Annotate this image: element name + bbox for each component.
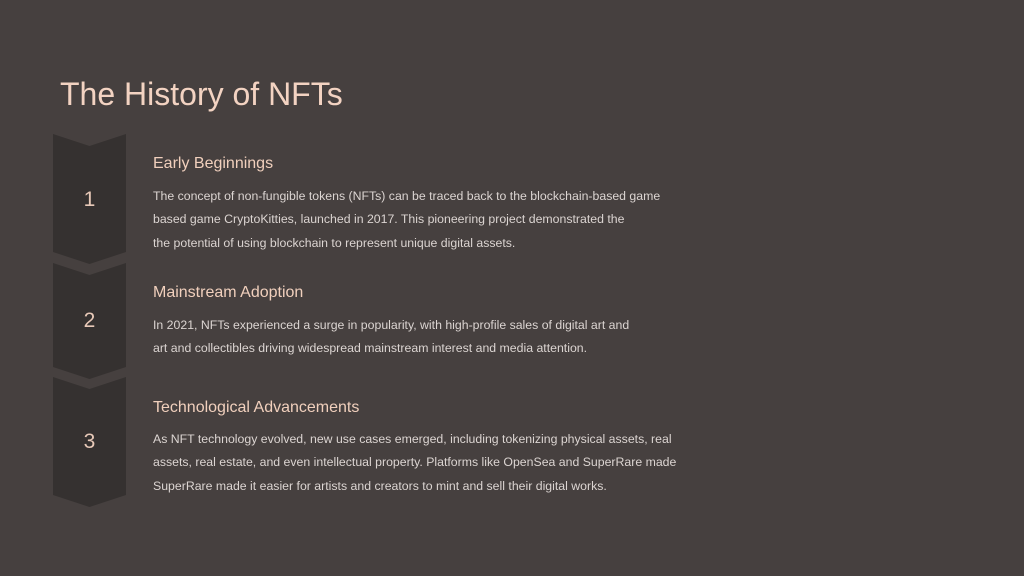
step-3-line-1: As NFT technology evolved, new use cases emerged, including tokenizing physical assets, real xyxy=(153,432,672,446)
step-1-number: 1 xyxy=(83,188,96,211)
step-3-number: 3 xyxy=(83,430,96,453)
step-2-line-1: In 2021, NFTs experienced a surge in popularity, with high-profile sales of digital art and xyxy=(153,318,630,332)
step-3-heading: Technological Advancements xyxy=(153,399,360,416)
step-2-line-2: art and collectibles driving widespread mainstream interest and media attention. xyxy=(153,341,588,356)
step-3-line-3: SuperRare made it easier for artists and creators to mint and sell their digital works. xyxy=(153,478,607,493)
step-1-line-3: the potential of using blockchain to represent unique digital assets. xyxy=(153,235,516,250)
slide-title: The History of NFTs xyxy=(60,76,343,112)
step-3-description xyxy=(153,428,723,498)
step-2-number: 2 xyxy=(83,309,96,332)
step-1-heading: Early Beginnings xyxy=(153,155,274,172)
step-2-heading: Mainstream Adoption xyxy=(153,284,304,301)
step-3-line-2: assets, real estate, and even intellectual property. Platforms like OpenSea and SuperRare made xyxy=(153,455,677,470)
step-1-line-2: based game CryptoKitties, launched in 2017. This pioneering project demonstrated the xyxy=(153,212,625,227)
step-2-description xyxy=(153,314,723,361)
step-1-line-1: The concept of non-fungible tokens (NFTs) can be traced back to the blockchain-based game xyxy=(153,189,661,203)
step-1-description xyxy=(153,185,723,255)
